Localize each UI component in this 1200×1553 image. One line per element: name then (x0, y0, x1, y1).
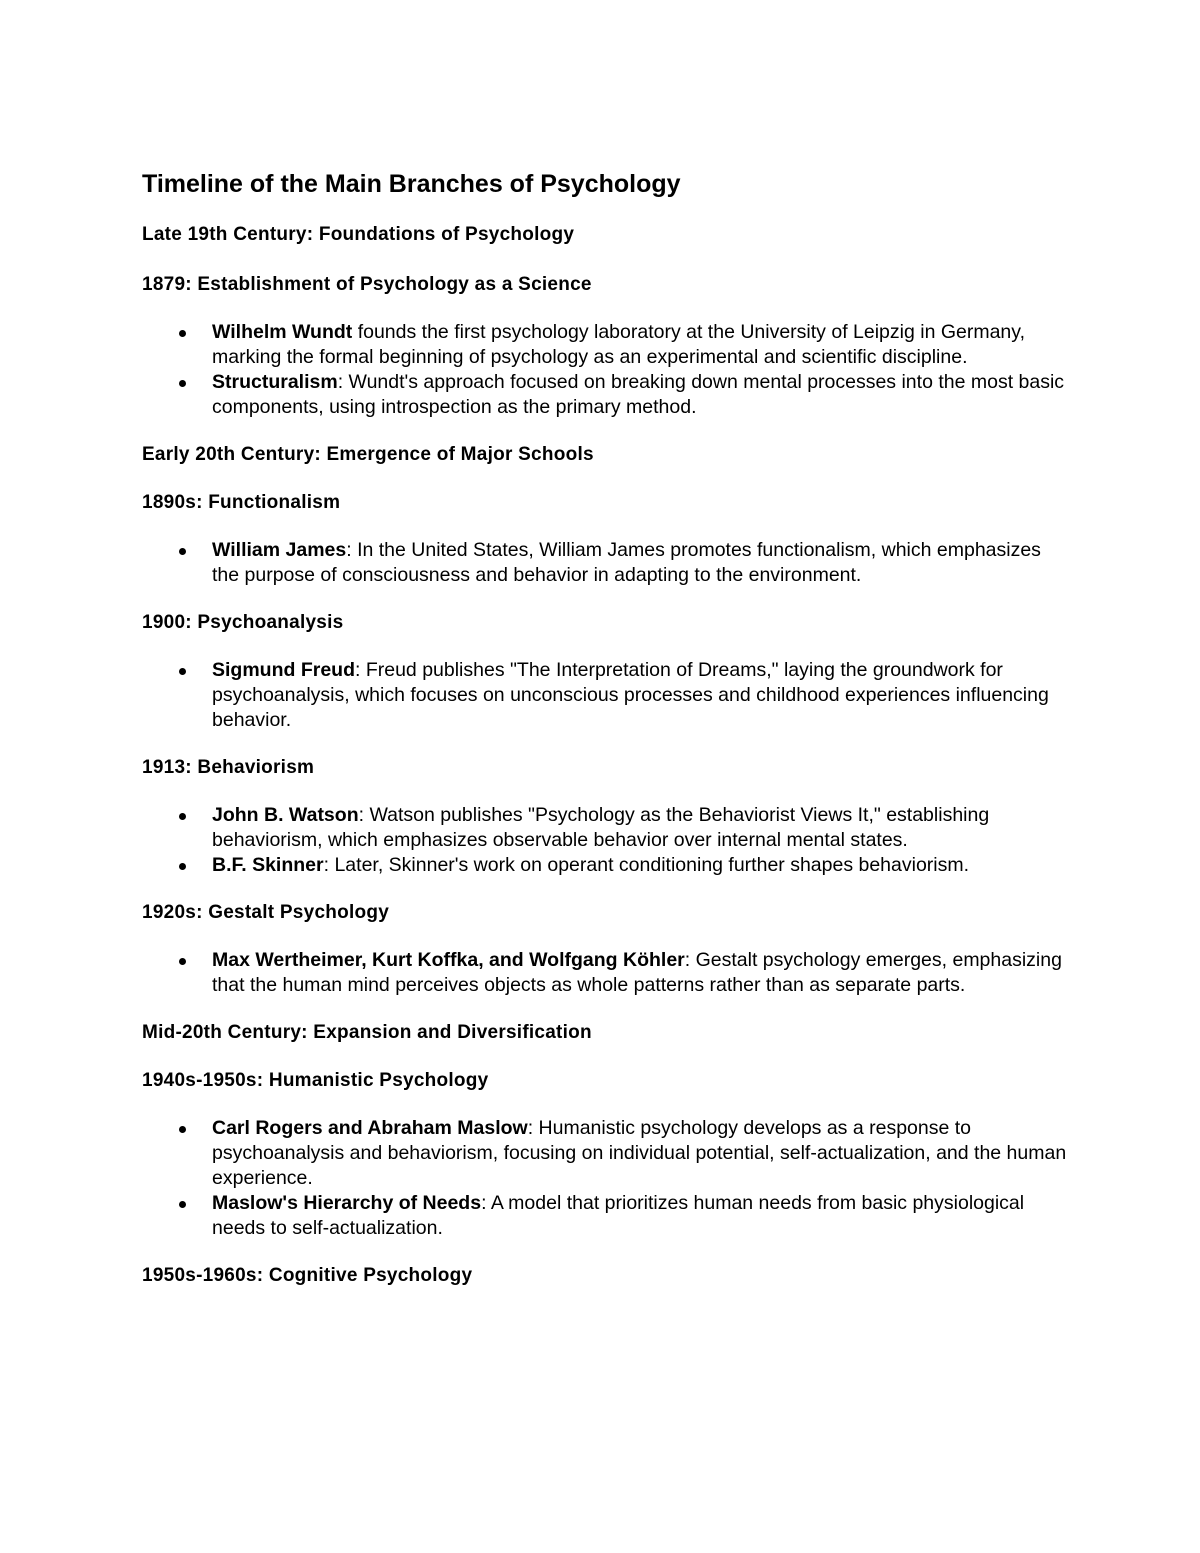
bullet-icon (179, 668, 186, 675)
document-page (142, 166, 1072, 1289)
bullet-icon (179, 1126, 186, 1133)
page-title: Timeline of the Main Branches of Psychology (142, 170, 681, 198)
bullet-icon (179, 1201, 186, 1208)
item-text: : Later, Skinner's work on operant conditioning further shapes behaviorism. (323, 854, 970, 876)
item-text: : Freud publishes "The Interpretation of Dreams," laying the groundwork for psychoanalysis, which focuses on unconscious processes and childhood experiences influencing behavior. (212, 659, 1049, 731)
item-text: : Gestalt psychology emerges, emphasizing that the human mind perceives objects as whole patterns rather than as separate parts. (212, 949, 1062, 996)
section-heading: 1913: Behaviorism (142, 757, 315, 778)
item-term: Carl Rogers and Abraham Maslow (212, 1117, 528, 1139)
bullet-list (142, 948, 1072, 998)
list-item (142, 1191, 1072, 1241)
section-heading: Late 19th Century: Foundations of Psychology (142, 224, 575, 245)
bullet-icon (179, 548, 186, 555)
bullet-list (142, 320, 1072, 420)
item-term: Sigmund Freud (212, 659, 355, 681)
list-item (142, 1116, 1072, 1191)
section-heading: 1950s-1960s: Cognitive Psychology (142, 1265, 473, 1286)
item-text: : In the United States, William James promotes functionalism, which emphasizes the purpose of consciousness and behavior in adapting to the environment. (212, 539, 1041, 586)
item-text: : Wundt's approach focused on breaking down mental processes into the most basic components, using introspection as the primary method. (212, 371, 1065, 418)
section-heading: 1879: Establishment of Psychology as a Science (142, 274, 592, 295)
bullet-list (142, 803, 1072, 878)
item-term: Max Wertheimer, Kurt Koffka, and Wolfgang Köhler (212, 949, 685, 971)
bullet-list (142, 658, 1072, 733)
list-item (142, 948, 1072, 998)
bullet-icon (179, 813, 186, 820)
list-item (142, 320, 1072, 370)
list-item (142, 538, 1072, 588)
item-term: Maslow's Hierarchy of Needs (212, 1192, 482, 1214)
section-heading: 1940s-1950s: Humanistic Psychology (142, 1070, 489, 1091)
item-term: William James (212, 539, 347, 561)
list-item (142, 853, 1072, 878)
item-term: B.F. Skinner (212, 854, 324, 876)
section-heading: Mid-20th Century: Expansion and Diversification (142, 1022, 592, 1043)
bullet-icon (179, 958, 186, 965)
item-term: Structuralism (212, 371, 338, 393)
list-item (142, 803, 1072, 853)
item-term: John B. Watson (212, 804, 359, 826)
bullet-list (142, 538, 1072, 588)
bullet-icon (179, 380, 186, 387)
item-text: : Humanistic psychology develops as a response to psychoanalysis and behaviorism, focusing on individual potential, self-actualization, and the human experience. (212, 1117, 1067, 1189)
item-text: : A model that prioritizes human needs from basic physiological needs to self-actualization. (212, 1192, 1025, 1239)
bullet-icon (179, 330, 186, 337)
list-item (142, 658, 1072, 733)
bullet-list (142, 1116, 1072, 1241)
section-heading: Early 20th Century: Emergence of Major Schools (142, 444, 594, 465)
list-item (142, 370, 1072, 420)
item-text: : Watson publishes "Psychology as the Behaviorist Views It," establishing behaviorism, which emphasizes observable behavior over internal mental states. (212, 804, 990, 851)
bullet-icon (179, 863, 186, 870)
section-heading: 1900: Psychoanalysis (142, 612, 344, 633)
section-heading: 1890s: Functionalism (142, 492, 341, 513)
section-heading: 1920s: Gestalt Psychology (142, 902, 390, 923)
item-term: Wilhelm Wundt (212, 321, 353, 343)
item-text: founds the first psychology laboratory at the University of Leipzig in Germany, marking the formal beginning of psychology as an experimental and scientific discipline. (212, 321, 1025, 368)
